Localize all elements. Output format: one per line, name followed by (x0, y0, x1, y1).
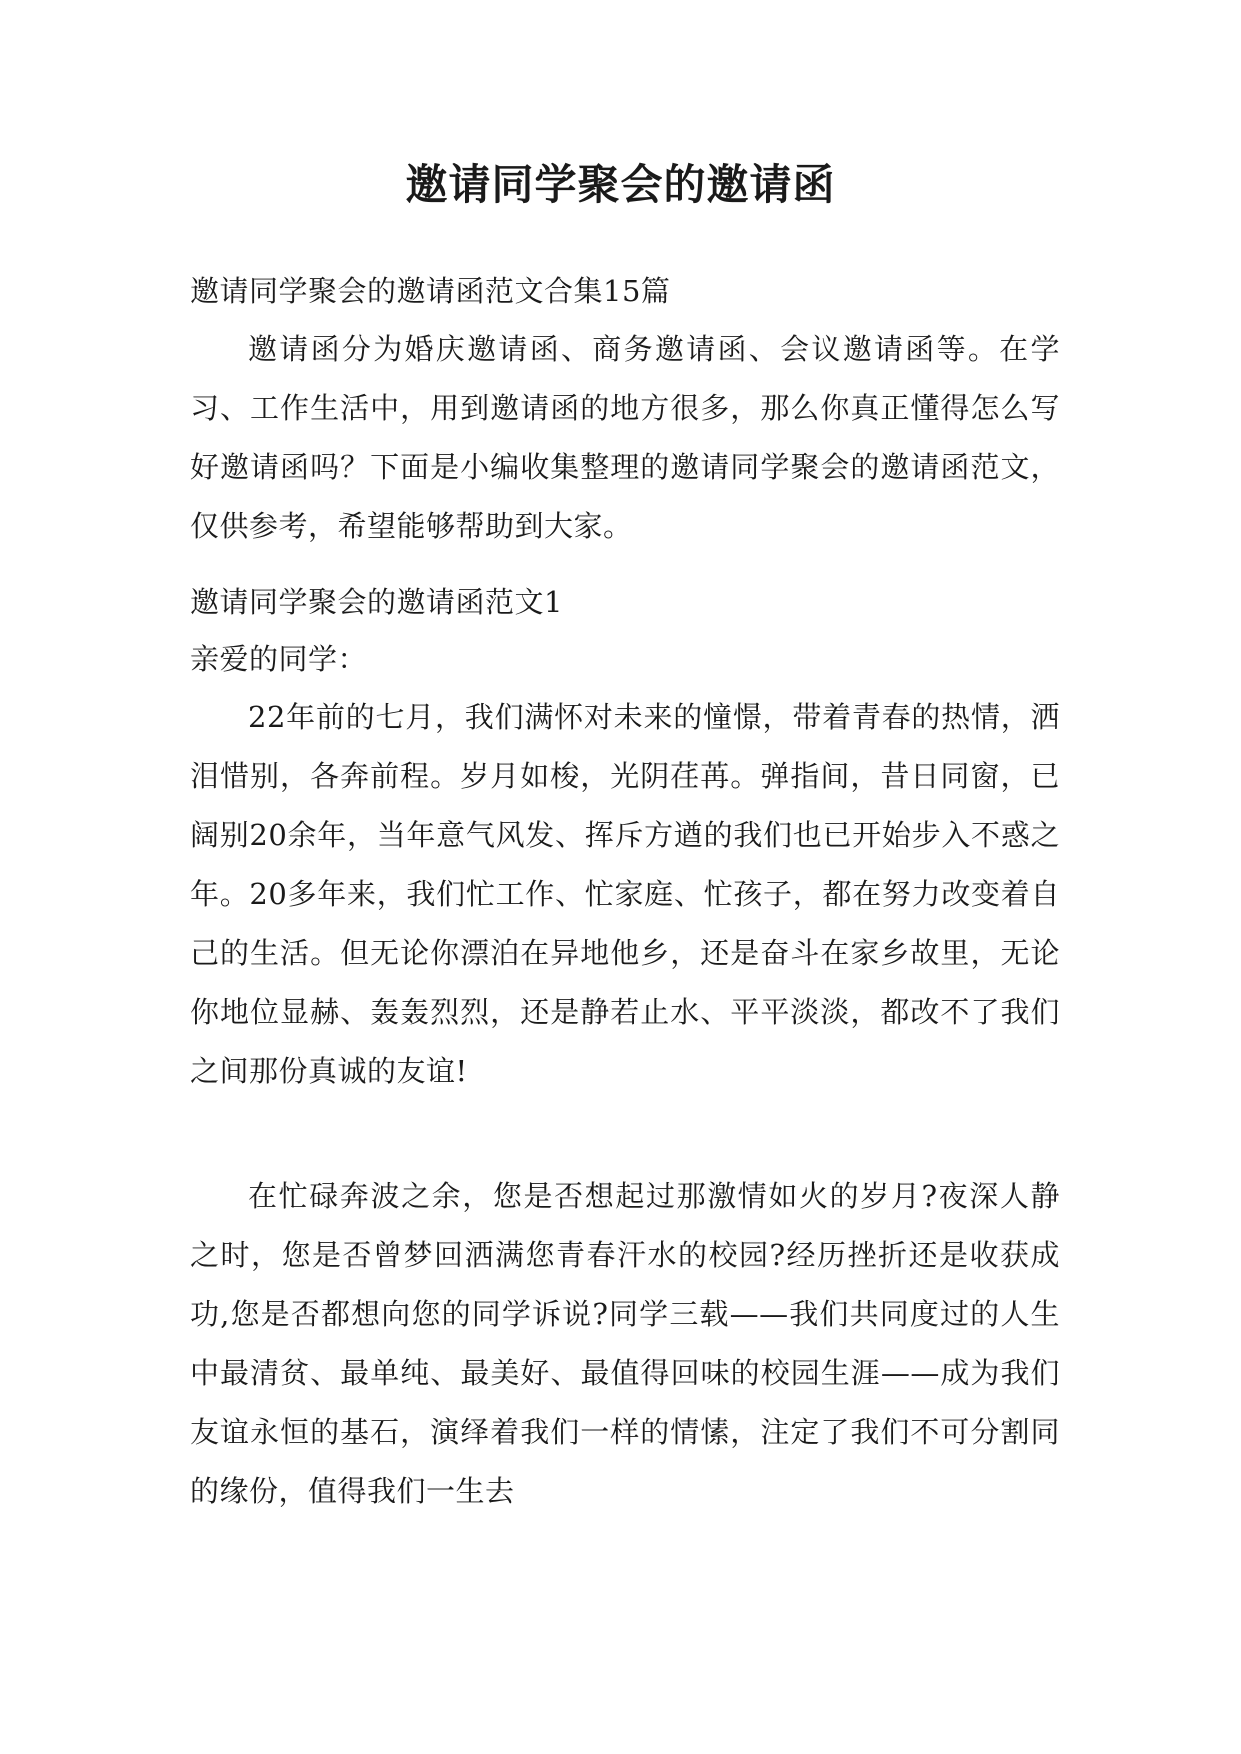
body-paragraph-2: 在忙碌奔波之余，您是否想起过那激情如火的岁月?夜深人静之时，您是否曾梦回洒满您青春汗水的校园?经历挫折还是收获成功,您是否都想向您的同学诉说?同学三载——我们共同度过的人生中最清贫、最单纯、最美好、最值得回味的校园生涯——成为我们友谊永恒的基石，演绎着我们一样的情愫，注定了我们不可分割同的缘份，值得我们一生去 (190, 1179, 1060, 1508)
section-heading: 邀请同学聚会的邀请函范文1 (190, 585, 563, 619)
salutation: 亲爱的同学： (190, 642, 368, 676)
intro-paragraph: 邀请函分为婚庆邀请函、商务邀请函、会议邀请函等。在学习、工作生活中，用到邀请函的地方很多，那么你真正懂得怎么写好邀请函吗？下面是小编收集整理的邀请同学聚会的邀请函范文，仅供参考，希望能够帮助到大家。 (190, 332, 1060, 543)
body-paragraph-1: 22年前的七月，我们满怀对未来的憧憬，带着青春的热情，洒泪惜别，各奔前程。岁月如梭，光阴荏苒。弹指间，昔日同窗，已阔别20余年，当年意气风发、挥斥方遒的我们也已开始步入不惑之年。20多年来，我们忙工作、忙家庭、忙孩子，都在努力改变着自己的生活。但无论你漂泊在异地他乡，还是奋斗在家乡故里，无论你地位显赫、轰轰烈烈，还是静若止水、平平淡淡，都改不了我们之间那份真诚的友谊! (190, 700, 1060, 1088)
collection-heading: 邀请同学聚会的邀请函范文合集15篇 (190, 274, 671, 308)
document-title: 邀请同学聚会的邀请函 (405, 160, 836, 209)
